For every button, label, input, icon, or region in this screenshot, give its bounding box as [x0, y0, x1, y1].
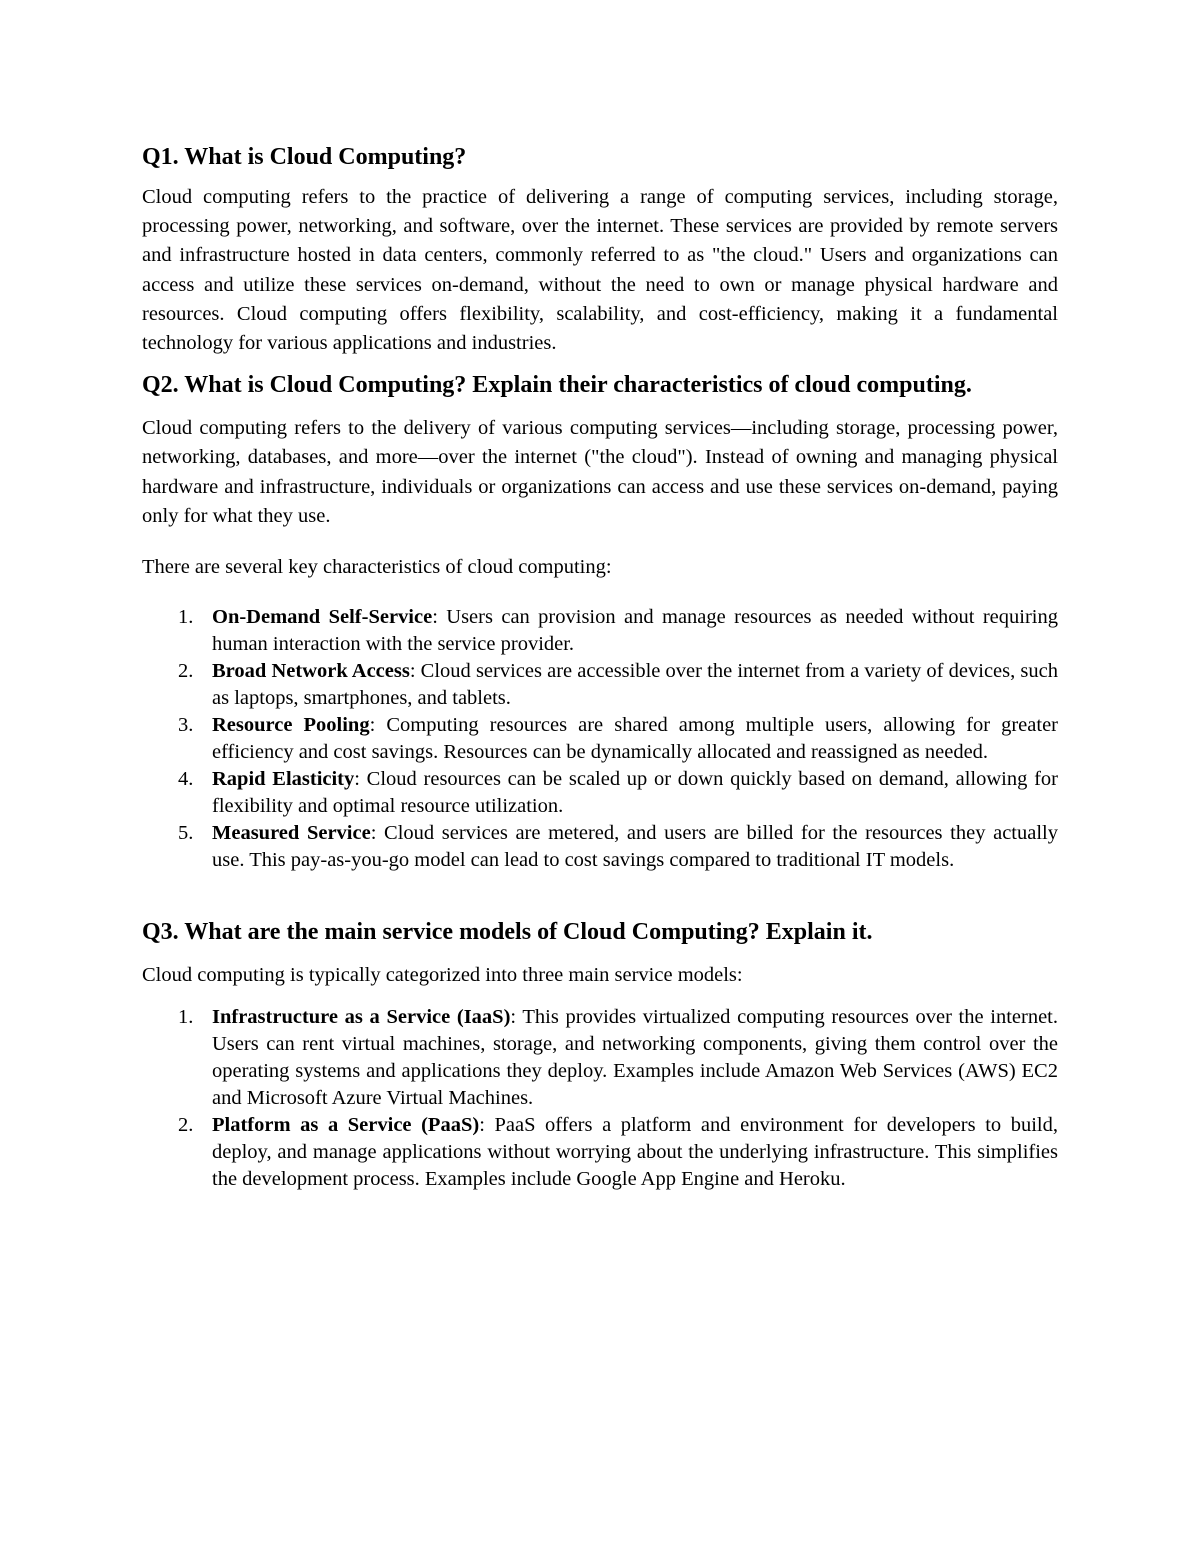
list-item	[142, 604, 1058, 658]
q1-answer-paragraph: Cloud computing refers to the practice of delivering a range of computing services, including storage, processing power, networking, and software, over the internet. These services are provided by remote servers and infrastructure hosted in data centers, commonly referred to as "the cloud." Users and organizations can access and utilize these services on-demand, without the need to own or manage physical hardware and resources. Cloud computing offers flexibility, scalability, and cost-efficiency, making it a fundamental technology for various applications and industries.	[142, 186, 1058, 355]
list-item	[142, 820, 1058, 874]
list-item	[142, 1004, 1058, 1112]
list-text: : Cloud services are metered, and users are billed for the resources they actually use. This pay-as-you-go model can lead to cost savings compared to traditional IT models.	[212, 822, 1058, 872]
list-number: 5.	[178, 822, 194, 845]
list-number: 1.	[178, 606, 194, 629]
list-number: 2.	[178, 1114, 194, 1137]
list-text: : This provides virtualized computing resources over the internet. Users can rent virtual machines, storage, and networking components, giving them control over the operating systems and applications they deploy. Examples include Amazon Web Services (AWS) EC2 and Microsoft Azure Virtual Machines.	[212, 1006, 1058, 1110]
list-item	[142, 766, 1058, 820]
list-term: Resource Pooling	[212, 714, 370, 737]
list-text: : Cloud resources can be scaled up or down quickly based on demand, allowing for flexibility and optimal resource utilization.	[212, 768, 1058, 818]
q2-list-intro: There are several key characteristics of cloud computing:	[142, 556, 612, 579]
list-number: 3.	[178, 714, 194, 737]
list-number: 1.	[178, 1006, 194, 1029]
q1-heading: Q1. What is Cloud Computing?	[142, 144, 467, 170]
list-term: Broad Network Access	[212, 660, 410, 683]
list-term: Infrastructure as a Service (IaaS)	[212, 1006, 511, 1029]
list-item	[142, 1112, 1058, 1193]
list-item	[142, 658, 1058, 712]
list-text: : Users can provision and manage resources as needed without requiring human interaction with the service provider.	[212, 606, 1058, 656]
document-page	[142, 140, 1058, 1193]
list-term: Platform as a Service (PaaS)	[212, 1114, 480, 1137]
list-number: 4.	[178, 768, 194, 791]
q3-intro-paragraph: Cloud computing is typically categorized into three main service models:	[142, 964, 743, 987]
list-text: : Cloud services are accessible over the internet from a variety of devices, such as laptops, smartphones, and tablets.	[212, 660, 1058, 710]
service-models-list	[142, 1004, 1058, 1193]
list-text: : PaaS offers a platform and environment for developers to build, deploy, and manage applications without worrying about the underlying infrastructure. This simplifies the development process. Examples include Google App Engine and Heroku.	[212, 1114, 1058, 1191]
list-term: Rapid Elasticity	[212, 768, 355, 791]
list-number: 2.	[178, 660, 194, 683]
list-item	[142, 712, 1058, 766]
list-term: Measured Service	[212, 822, 371, 845]
q3-heading: Q3. What are the main service models of Cloud Computing? Explain it.	[142, 919, 873, 946]
characteristics-list	[142, 604, 1058, 874]
list-term: On-Demand Self-Service	[212, 606, 433, 629]
list-text: : Computing resources are shared among multiple users, allowing for greater efficiency and cost savings. Resources can be dynamically allocated and reassigned as needed.	[212, 714, 1058, 764]
q2-heading: Q2. What is Cloud Computing? Explain their characteristics of cloud computing.	[142, 372, 972, 399]
q2-answer-paragraph: Cloud computing refers to the delivery of various computing services—including storage, processing power, networking, databases, and more—over the internet ("the cloud"). Instead of owning and managing physical hardware and infrastructure, individuals or organizations can access and use these services on-demand, paying only for what they use.	[142, 417, 1058, 527]
